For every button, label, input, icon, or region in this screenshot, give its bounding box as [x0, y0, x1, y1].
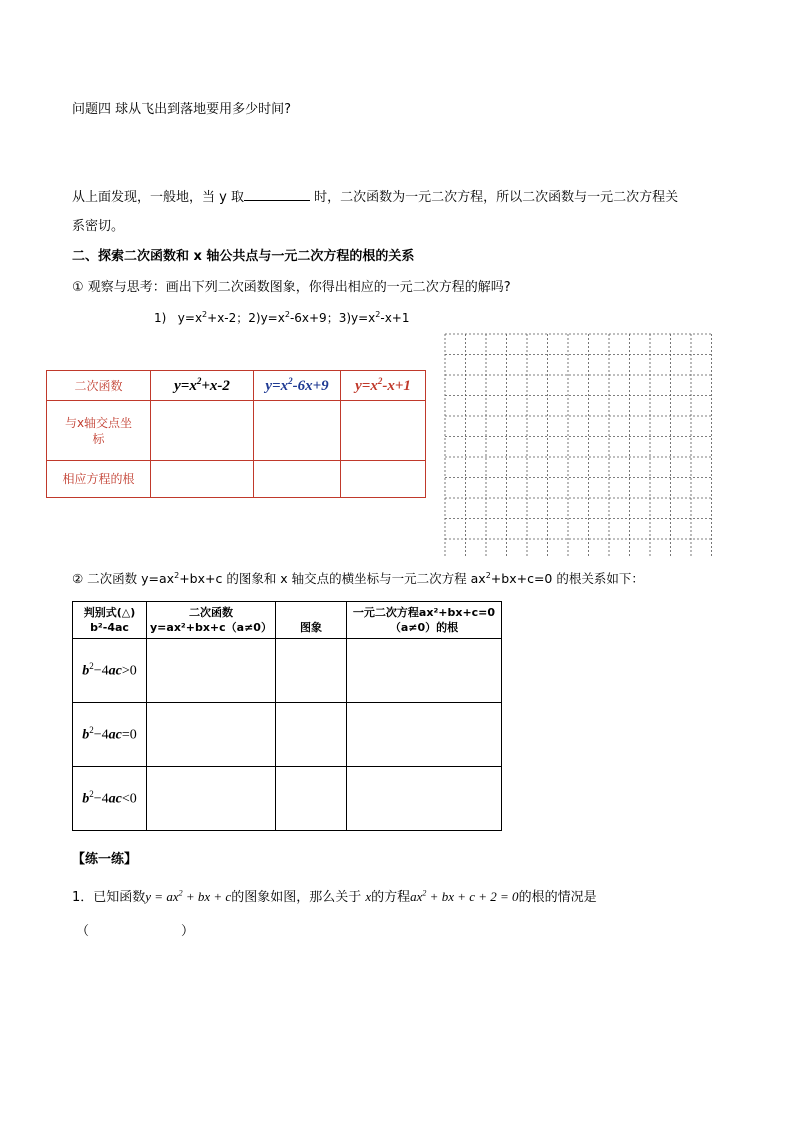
- paragraph-line2: 系密切。: [72, 219, 125, 234]
- paragraph-text-after: 时，二次函数为一元二次方程，所以二次函数与一元二次方程关: [314, 190, 679, 205]
- func1-base: y=x: [177, 311, 203, 325]
- table2-cell[interactable]: [347, 703, 502, 767]
- table2-row-positive: $b^2-4ac>0$: [73, 639, 147, 703]
- f2-formula: $y=x^2-6x+9$: [265, 376, 329, 394]
- table1-cell[interactable]: [151, 461, 254, 498]
- table1-cell[interactable]: [341, 461, 426, 498]
- table2-cell[interactable]: [347, 767, 502, 831]
- table2-cell[interactable]: [147, 767, 276, 831]
- func1-exp: 2: [202, 310, 208, 319]
- table1-header-f2: [254, 371, 341, 401]
- func2-exp: 2: [284, 310, 290, 319]
- section-title: 二、探索二次函数和 x 轴公共点与一元二次方程的根的关系: [72, 249, 415, 264]
- table2-cell[interactable]: [147, 639, 276, 703]
- table2-cell[interactable]: [276, 767, 347, 831]
- table2-header-function: 二次函数 y=ax²+bx+c（a≠0）: [147, 602, 276, 639]
- answer-parentheses[interactable]: （ ）: [76, 924, 195, 939]
- question-four: 问题四 球从飞出到落地要用多少时间?: [72, 102, 292, 117]
- table1-cell[interactable]: [151, 401, 254, 461]
- function-list: [154, 309, 410, 326]
- func2-rest: -6x+9；3)y=x: [289, 311, 376, 325]
- table2-cell[interactable]: [276, 703, 347, 767]
- func3-exp: 2: [375, 310, 381, 319]
- table2-cell[interactable]: [147, 703, 276, 767]
- problem-1: 1．已知函数$y = ax^2$ + bx + c的图象如图，那么关于 x的方程$ax^2$ + bx + c + 2 = 0的根的情况是: [72, 888, 597, 905]
- item-relation: ② 二次函数 $y=ax^2+bx+c$ 的图象和 x 轴交点的横坐标与一元二次方程 $ax^2+bx+c=0$ 的根关系如下：: [72, 570, 644, 586]
- table1-cell[interactable]: [254, 401, 341, 461]
- table2-row-negative: $b^2-4ac<0$: [73, 767, 147, 831]
- math-var: x: [365, 889, 372, 904]
- table1-row-intersection-label: 与x轴交点坐 标: [47, 401, 151, 461]
- discriminant-table: [72, 601, 502, 831]
- table2-header-discriminant: 判别式(△) b²-4ac: [73, 602, 147, 639]
- practice-title: 【练一练】: [72, 852, 138, 867]
- math-equation: $ax^2$ + bx + c + 2 = 0: [410, 888, 519, 904]
- table1-cell[interactable]: [341, 401, 426, 461]
- function-table: [46, 370, 426, 498]
- paragraph-observation: [72, 186, 678, 205]
- table2-cell[interactable]: [347, 639, 502, 703]
- math-function: $y = ax^2$ + bx + c: [145, 888, 232, 904]
- table1-cell[interactable]: [254, 461, 341, 498]
- item-observe-think: ① 观察与思考：画出下列二次函数图象，你得出相应的一元二次方程的解吗?: [72, 280, 511, 295]
- list-number: 1): [154, 311, 167, 325]
- func1-rest: +x-2；2)y=x: [207, 311, 285, 325]
- table2-cell[interactable]: [276, 639, 347, 703]
- func3-rest: -x+1: [380, 311, 410, 325]
- graph-grid: [441, 330, 713, 558]
- table2-row-zero: $b^2-4ac=0$: [73, 703, 147, 767]
- table1-header-label: 二次函数: [47, 371, 151, 401]
- f1-formula: $y=x^2+x-2$: [174, 376, 230, 394]
- table2-header-roots: 一元二次方程ax²+bx+c=0 （a≠0）的根: [347, 602, 502, 639]
- table1-header-f3: [341, 371, 426, 401]
- f3-formula: $y=x^2-x+1$: [355, 376, 411, 394]
- table1-row-roots-label: 相应方程的根: [47, 461, 151, 498]
- table1-header-f1: [151, 371, 254, 401]
- fill-blank[interactable]: [244, 188, 310, 201]
- paragraph-text-before: 从上面发现，一般地，当 y 取: [72, 190, 244, 205]
- table2-header-graph: 图象: [276, 602, 347, 639]
